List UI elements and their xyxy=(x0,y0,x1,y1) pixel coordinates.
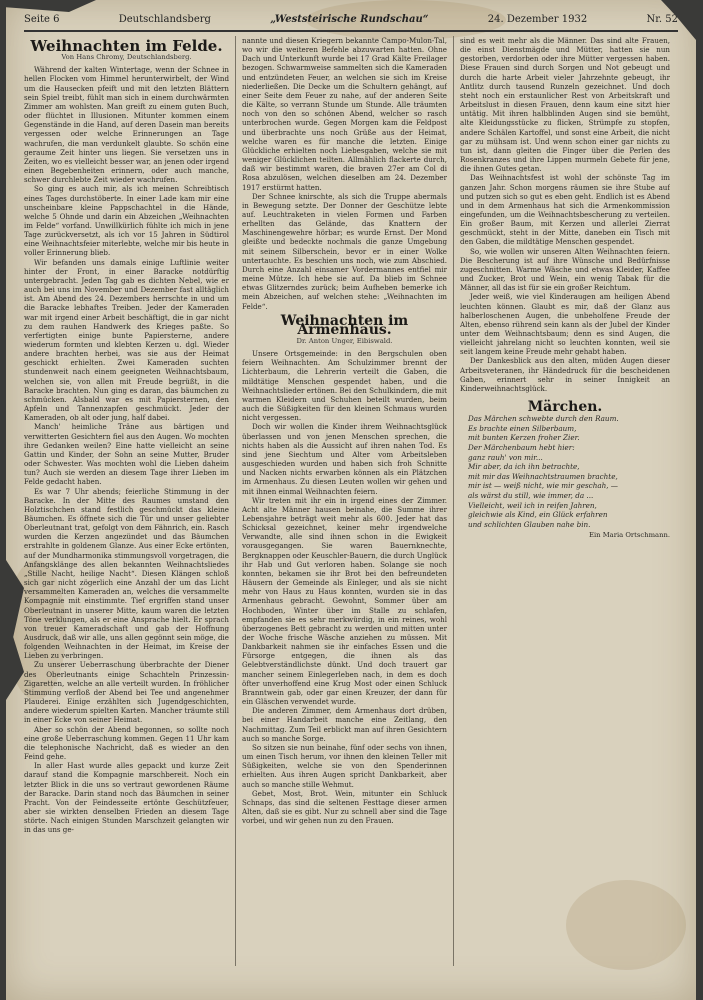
poem-line: mit mir das Weihnachtstraumen brachte, xyxy=(468,471,618,481)
newspaper-page xyxy=(6,0,696,1000)
article-paragraph: So, wie wollen wir unseren Alten Weihnachten feiern. Die Bescherung ist auf ihre Wünsche und Bedürfnisse zugeschnitten. Warme Wäsche und etwas Kleider, Kaffee und Zucker, Brot und Wein, ein wenig Tabak für die Männer, all das ist für sie ein großer Reichtum. xyxy=(460,246,670,293)
column-2 xyxy=(242,36,447,981)
article-paragraph: Wir befanden uns damals einige Luftlinie weiter hinter der Front, in einer Baracke notdürftig untergebracht. Jeden Tag gab es dichten Nebel, wie er auch bei uns im November und Dezember fast alltäglich ist. Am Abend des 24. Dezembers herrschte in und um die Baracke lebhaftes Treiben. Jeder der Kameraden war mit irgend einer Arbeit beschäftigt, die in gar nicht zu dem rauhen Handwerk des Krieges paßte. So verfertigten einige bunte Papiersterne, andere wiederum formten und klebten Kerzen u. dgl. Wieder andere brachten herbei, was sie aus der Heimat geschickt erhielten. Zwei Kameraden suchten stundenweit nach einem geeigneten Weihnachtsbaum, welchen sie, von allen mit Freude begrüßt, in die Baracke brachten. Nun ging es daran, das bäumchen zu schmücken. Alsbald war es mit Papiersternen, den Apfeln und Tannenzapfen geschmückt. Jeder der Kameraden, ob alt oder jung, half dabei. xyxy=(24,257,229,423)
article-title: Weihnachten im Felde. xyxy=(30,37,223,55)
poem-title: Märchen. xyxy=(527,399,603,416)
poem-line: Der Märchenbaum hebt hier: xyxy=(468,443,575,453)
article-paragraph: So sitzen sie nun beinahe, fünf oder sechs von ihnen, um einen Tisch herum, vor ihnen den kleinen Teller mit Süßigkeiten, welche sie von den Spenderinnen erhielten. Aus ihren Augen spricht Dankbarkeit, aber auch so manche stille Wehmut. xyxy=(242,742,447,789)
article-paragraph: Der Schnee knirschte, als sich die Truppe abermals in Bewegung setzte. Der Donner der Geschütze lebte auf. Leuchtraketen in vielen Formen und Farben erhellten das Gelände, das Knattern der Maschinengewehre hörbar; es wurde Ernst. Der Mond gleißte und bedeckte nochmals die ganze Umgebung mit seinem Silberschein, bevor er in einer Wolke untertauchte. Es beschien uns noch, wie zum Abschied. Durch eine Anzahl einsamer Vordermannes entfiel mir meine Mütze. Ich hebe sie auf. Da blieb im Schnee etwas Glitzerndes zurück; beim Aufheben bemerke ich mein Abzeichen, auf welchen stehe: „Weihnachten im Felde“. xyxy=(242,191,447,311)
torn-edge xyxy=(6,0,96,12)
poem-line: Vielleicht, weil ich in reifen Jahren, xyxy=(468,500,597,510)
poem-line: und schlichten Glauben nahe bin. xyxy=(468,519,591,529)
column-divider xyxy=(235,36,236,966)
poem-body xyxy=(460,414,670,529)
article-paragraph: Die anderen Zimmer, dem Armenhaus dort drüben, bei einer Handarbeit manche eine Zeitlang, den Nachmittag. Zum Teil erblickt man auf ihren Gesichtern auch so manche Sorge. xyxy=(242,706,447,743)
newspaper-name: „Weststeirische Rundschau“ xyxy=(270,14,429,25)
poem-line: ganz rauh' von mir... xyxy=(468,452,543,462)
column-3 xyxy=(460,36,670,981)
article-paragraph: Während der kalten Wintertage, wenn der Schnee in hellen Flocken vom Himmel herunterwirbelt, der Wind um die Hausecken pfeift und mit den letzten Blättern sein Spiel treibt, fühlt man sich in einem durchwärmten Zimmer am wohlsten. Man greift zu einem guten Buch, oder flüchtet in Illusionen. Mitunter kommen einem Gegenstände in die Hand, auf deren Dasein man bereits vergessen oder welche Erinnerungen an Tage wachrufen, die man verdunkelt glaubte. So schön eine geraume Zeit hinter uns liegen. Sie versetzen uns in Zeiten, wo es vielleicht besser war, an jenen oder irgend einen Begebenheiten erinnern, oder auch manche, schwer durchlebte Zeit wieder wachrufen. xyxy=(24,65,229,185)
article-paragraph: Aber so schön der Abend begonnen, so sollte noch eine große Ueberraschung kommen. Gegen 11 Uhr kam die telephonische Nachricht, daß es wieder an den Feind gehe. xyxy=(24,724,229,762)
article-byline: Dr. Anton Unger, Eibiswald. xyxy=(296,337,393,345)
header-place: Deutschlandsberg xyxy=(118,14,211,25)
article-paragraph: Gebet, Most, Brot. Wein, mitunter ein Schluck Schnaps, das sind die seltenen Festtage dieser armen Alten, daß sie es gibt. Nur zu schnell aber sind die Tage vorbei, und wir gehen nun zu den Frauen. xyxy=(242,788,447,826)
column-divider xyxy=(453,36,454,966)
article-paragraph: Zu unserer Ueberraschung überbrachte der Diener des Oberleutnants einige Schachteln Prinzessin-Zigaretten, welche an alle verteilt wurden. In fröhlicher Stimmung verfloß der Abend bei Tee und angenehmer Plauderei. Einige erzählten sich Jugendgeschichten, andere wiederum spielten Karten. Mancher träumte still in einer Ecke von seiner Heimat. xyxy=(24,660,229,725)
issue-number: Nr. 52 xyxy=(646,14,678,25)
poem-line: als wärst du still, wie immer, da ... xyxy=(468,491,594,500)
article-paragraph: Wir treten mit ihr ein in irgend eines der Zimmer. Acht alte Männer hausen beinahe, die Summe ihrer Lebensjahre beträgt weit mehr als 600. Jeder hat das Schicksal gezeichnet, keiner mehr irgendwelche Verwandte, alle sind ihnen schon in die Ewigkeit vorausgegangen. Sie waren Bauernknechte, Bergknappen oder Keuschler-Bauern, die durch Unglück ihr Hab und Gut verloren haben. Solange sie noch konnten, bekamen sie ihr Brot bei den befreundeten Häusern der Gemeinde als Einleger, und als sie nicht mehr von Haus zu Haus konnten, wurden sie in das Armenhaus gebracht. Gewohnt, Sommer über am Hochboden, Winter über im Stalle zu schlafen, empfanden sie es sehr merkwürdig, in ein reines, wohl überzogenes Bett gebracht zu werden und mitten unter der Woche frische Wäsche anziehen zu müssen. Mit Dankbarkeit nahmen sie ihr einfaches Essen und die Fürsorge entgegen, die ihnen als das Gelebtverständlichste dünkt. Und doch trauert gar mancher seinem Einlegerleben nach, in dem es doch öfter unverhoffend eine Krug Most oder einen Schluck Branntwein gab, oder gar einen Kreuzer, der dann für ein Gläschen verwendet wurde. xyxy=(242,495,447,707)
article-paragraph: In aller Hast wurde alles gepackt und kurze Zeit darauf stand die Kompagnie marschbereit. Noch ein letzter Blick in die uns so vertraut gewordenen Räume der Baracke. Darin stand noch das Bäumchen in seiner Pracht. Von der Feindesseite ertönte Geschützfeuer, aber sie wirkten denselben Frieden an diesem Tage störte. Nach einigen Stunden Marschzeit gelangten wir in das uns ge- xyxy=(24,761,229,835)
issue-date: 24. Dezember 1932 xyxy=(487,14,588,25)
poem-signature: Ein Maria Ortschmann. xyxy=(589,531,670,540)
article-title: Weihnachten im Armenhaus. xyxy=(280,312,409,338)
article-paragraph: nannte und diesen Kriegern bekannte Campo-Mulon-Tal, wo wir die weiteren Befehle abzuwarten hatten. Ohne Dach und Unterkunft wurde bei 17 Grad Kälte Freilager bezogen. Schwarmweise sammelten sich die Kameraden und entzündeten Feuer, an welchen sie sich im Kreise niederließen. Die Decke um die Schultern gehängt, auf einer Seite dem Feuer zu nahe, auf der anderen Seite die Kälte, so verrann Stunde um Stunde. Alle träumten noch von den so schönen Abend, welcher so rasch unterbrochen wurde. Gegen Morgen kam die Feldpost und überbrachte uns noch Grüße aus der Heimat, welche waren es für manche die letzten. Einige Glückliche erhielten noch Liebesgaben, welche sie mit weniger Glücklichen teilten. Allmählich flackerte durch, daß wir bestimmt waren, die braven 27er am Col di Rosa abzulösen, welchen dieselben am 24. Dezember 1917 erstürmt hatten. xyxy=(242,36,447,192)
article-paragraph: sind es weit mehr als die Männer. Das sind alte Frauen, die einst Dienstmägde und Mütter, hatten sie nun gestorben, verdorben oder ihre Mütter vergessen haben. Diese Frauen sind durch Sorgen und Not gebeugt und durch die harte Arbeit vieler Jahrzehnte gebeugt, ihr Antlitz durch tausend Runzeln gezeichnet. Und doch steht noch ein erstaunlicher Rest von Arbeitskraft und Arbeitslust in diesen Frauen, denn kaum eine sitzt hier untätig. Mit ihren halbblinden Augen sind sie bemüht, alte Kleidungsstücke zu flicken, Strümpfe zu stopfen, andere Schälen Kartoffel, und sonst eine Arbeit, die nicht gar zu mühsam ist. Und wenn schon einer gar nichts zu tun ist, dann gleiten die Finger über die Perlen des Rosenkranzes und ihre Lippen murmeln Gebete für jene, die ihnen Gutes getan. xyxy=(460,36,670,174)
column-1 xyxy=(24,36,229,981)
article-paragraph: Der Dankesblick aus den alten, müden Augen dieser Arbeitsveteranen, ihr Händedruck für die bescheidenen Gaben, erinnert sehr in seiner Innigkeit an Kinderweihnachtsglück. xyxy=(460,356,670,393)
poem-line: Das Märchen schwebte durch den Raum. xyxy=(468,414,619,424)
article-paragraph: Manch' heimliche Träne aus bärtigen und verwitterten Gesichtern fiel aus den Augen. Wo mochten ihre Gedanken weilen? Eine hatte vielleicht an seine Gattin und Kinder, der Sohn an seine Mutter, Bruder oder Schwester. Was mochten wohl die Lieben daheim tun? Auch sie werden an diesem Tage ihrer Lieben im Felde gedacht haben. xyxy=(24,422,229,487)
page-header xyxy=(24,14,678,28)
article-paragraph: Unsere Ortsgemeinde: in den Bergschulen oben feiern Weihnachten. Am Schulzimmer brennt der Lichterbaum, die Lehrerin verteilt die Gaben, die mildtätige Menschen gespendet haben, und die Weihnachtslieder ertönen. Bei den Schulkindern, die mit warmen Kleidern und Schuhen beteilt wurden, beim auch die Süßigkeiten für den kleinen Schmaus wurden nicht vergessen. xyxy=(242,349,447,423)
poem-line: gleichwie als Kind, ein Glück erfahren xyxy=(468,510,608,520)
poem-line: Es brachte einen Silberbaum, xyxy=(468,423,577,433)
article-paragraph: Es war 7 Uhr abends; feierliche Stimmung in der Baracke. In der Mitte des Raumes umstand den Holztischchen stand festlich geschmückt das kleine Bäumchen. Es öffnete sich die Tür und unser geliebter Oberleutnant trat, gefolgt von dem Fähnrich, ein. Rasch wurden die Kerzen angezündet und das Bäumchen erstrahlte in goldenem Glanze. Aus einer Ecke ertönten, auf der Mundharmonika stimmungsvoll vorgetragen, die Anfangsklänge des allen bekannten Weihnachtsliedes „Stille Nacht, heilige Nacht“. Diesen Klängen schloß sich gar nicht zögerlich eine Anzahl der um das Licht versammelten Kameraden an, welches die versammelte Kompagnie mit einstimmte. Tief ergriffen stand unser Oberleutnant in unserer Mitte, kaum waren die letzten Töne verklungen, als er eine Ansprache hielt. Er sprach von treuer Kameradschaft und gab der Hoffnung Ausdruck, daß wir alle, uns allen gegönnt sein möge, die folgenden Weihnachten in der Heimat, im Kreise der Lieben zu verbringen. xyxy=(24,486,229,661)
poem-line: Mir aber, da ich ihn betrachte, xyxy=(468,462,580,472)
header-rule xyxy=(24,30,678,32)
poem-line: mit bunten Kerzen froher Zier. xyxy=(468,433,580,443)
article-paragraph: Doch wir wollen die Kinder ihrem Weihnachtsglück überlassen und von jenen Menschen sprechen, die nichts haben als die Aussicht auf ihren nahen Tod. Es sind jene Siechtum und Alter vom Arbeitsleben ausgeschieden wurden und haben sich froh Schnitte und Nacken nichts erwarben können als ein Plätzchen im Armenhaus. Zu diesen Leuten wollen wir gehen und mit ihnen einmal Weihnachten feiern. xyxy=(242,422,447,496)
article-byline: Von Hans Chromy, Deutschlandsberg. xyxy=(61,53,192,62)
article-paragraph: Jeder weiß, wie viel Kinderaugen am heiligen Abend leuchten können. Glaubt es mir, daß der Glanz aus halberloschenen Augen, die unbeholfene Freude der Alten, ebenso rührend sein kann als der Jubel der Kinder unter dem Weihnachtsbaum; denn es sind Augen, die vielleicht jahrelang nicht so leuchten konnten, weil sie seit langem keine Freude mehr gehabt haben. xyxy=(460,292,670,357)
poem-line: mir ist — weiß nicht, wie mir geschah, — xyxy=(468,481,618,491)
article-paragraph: So ging es auch mir, als ich meinen Schreibtisch eines Tages durchstöberte. In einer Lade kam mir eine unscheinbare kleine Pappschachtel in die Hände, welche 5 Ohnde und darin ein Abzeichen „Weihnachten im Felde“ vorfand. Unwillkürlich fühlte ich mich in jene Tage zurückversetzt, als ich vor 15 Jahren in Südtirol eine Weihnachtsfeier miterlebte, welche mir bis heute in voller Erinnerung blieb. xyxy=(24,184,229,258)
article-paragraph: Das Weihnachtsfest ist wohl der schönste Tag im ganzen Jahr. Schon morgens räumen sie ihre Stube auf und putzen sich so gut es eben geht. Endlich ist es Abend und in dem Armenhaus hat sich die Armenkommission eingefunden, um die Weihnachtsbescherung zu verteilen. Ein großer Baum, mit Kerzen und allerlei Zierrat geschmückt, steht in der Mitte, daneben ein Tisch mit den Gaben, die mildtätige Menschen gespendet. xyxy=(460,173,670,247)
page-number: Seite 6 xyxy=(24,14,60,25)
